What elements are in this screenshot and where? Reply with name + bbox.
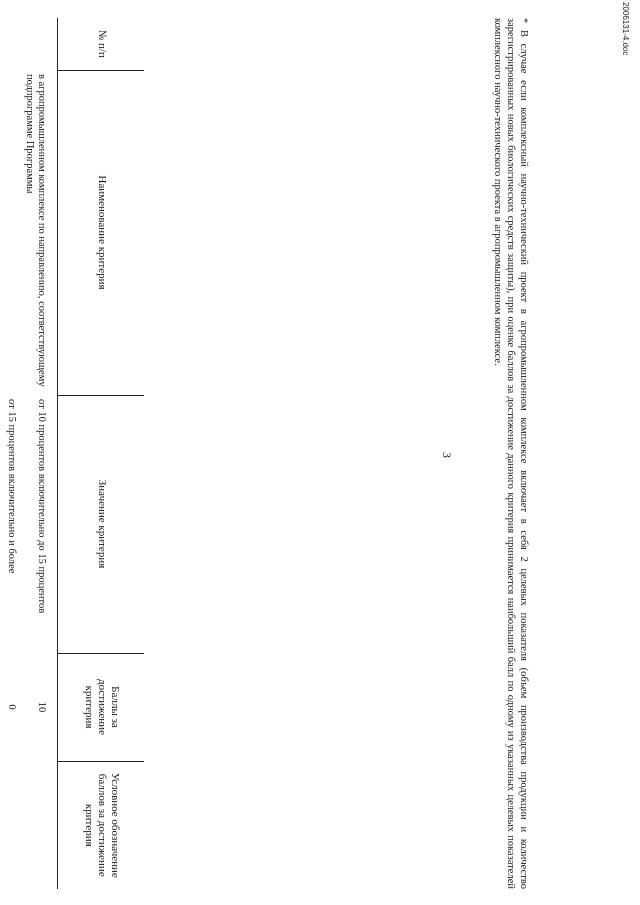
row-number bbox=[0, 18, 48, 70]
header-criterion-value: Значение критерия bbox=[58, 395, 144, 653]
value-line: от 15 процентов включительно и более bbox=[6, 399, 18, 574]
points-line: 0 bbox=[6, 704, 18, 710]
row-points bbox=[0, 653, 48, 761]
footnote: * В случае если комплексный научно-технический проект в агропромышленном комплексе включает в себя 2 целевых показателя (объем производства продукции и количество зарегистрированных новых биологических средств защиты), при оценке баллов за достижение данного критерия принимается наибольший балл по одному из указанных целевых показателей комплексного научно-технического проекта в агропромышленном комплексе. bbox=[492, 18, 529, 889]
criteria-table bbox=[0, 18, 144, 889]
row-criterion-name: в агропромышленном комплексе по направлению, соответствующему подпрограмме Программы bbox=[24, 74, 48, 387]
header-criterion-name: Наименование критерия bbox=[58, 70, 144, 395]
value-line: от 10 процентов включительно до 15 процентов bbox=[36, 399, 48, 614]
points-line: 10 bbox=[36, 701, 48, 713]
page-number: 3 bbox=[440, 452, 454, 458]
table-row bbox=[0, 18, 48, 889]
row-code bbox=[0, 761, 48, 889]
row-criterion-values bbox=[0, 395, 48, 653]
header-number: № п/п bbox=[58, 18, 144, 70]
header-points-code: Условное обозначение баллов за достижение критерия bbox=[58, 761, 144, 889]
table-header-row bbox=[58, 18, 144, 889]
header-points: Баллы за достижение критерия bbox=[58, 653, 144, 761]
document-code: 2006131-4.doc bbox=[621, 2, 630, 56]
